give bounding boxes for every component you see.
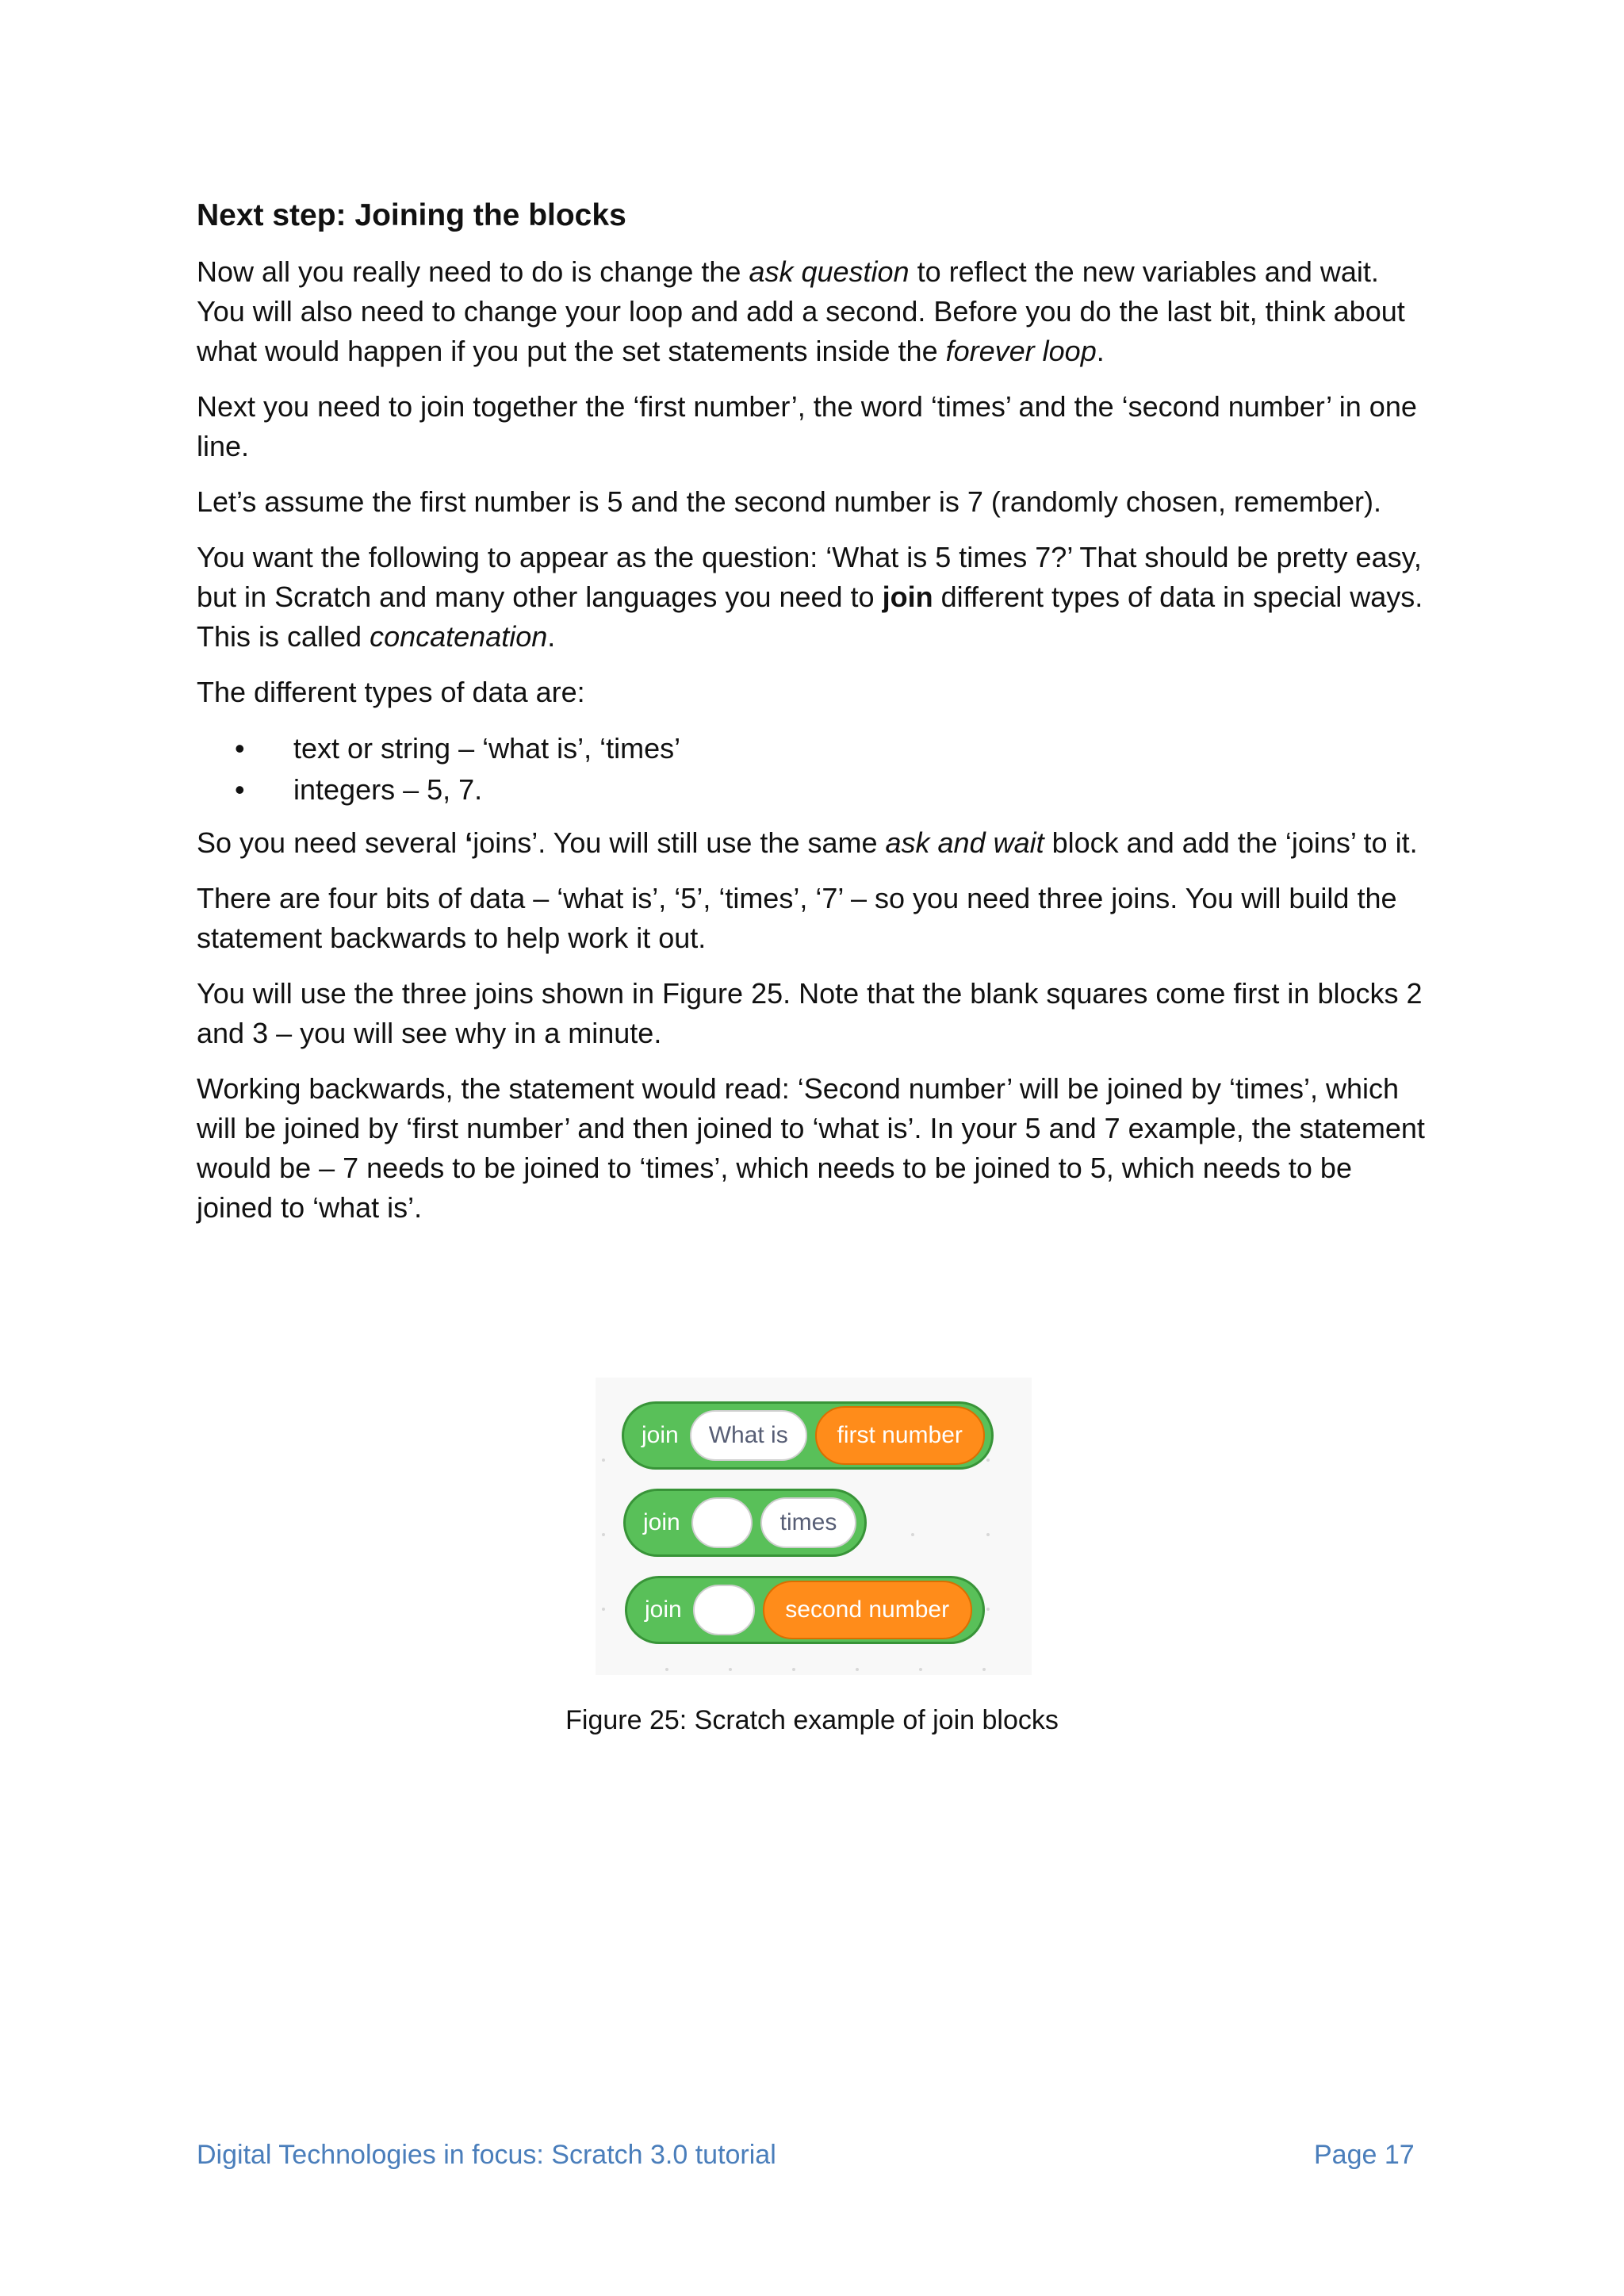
join-label: join xyxy=(642,1422,679,1448)
p1-text-e: . xyxy=(1096,335,1105,367)
paragraph-1 xyxy=(197,252,1434,371)
p6-text-e: block and add the ‘joins’ to it. xyxy=(1044,826,1418,859)
join-block-2[interactable] xyxy=(623,1489,867,1557)
page-number: Page 17 xyxy=(1314,2140,1415,2170)
p1-text-c: to reflect the new variables and wait. You will also need to change your loop and add a second. Before you do the last bit, think about what would happen if you put the set statements inside the xyxy=(197,255,1405,367)
empty-slot[interactable] xyxy=(691,1497,753,1548)
paragraph-6 xyxy=(197,823,1434,863)
p4-text-c: different types of data in special ways. This is called xyxy=(197,581,1423,653)
p4-bold-join: join xyxy=(882,581,933,613)
body-text xyxy=(197,252,1434,1244)
empty-slot[interactable] xyxy=(693,1585,755,1635)
first-number-variable[interactable]: first number xyxy=(815,1406,985,1465)
data-types-list xyxy=(197,728,1434,811)
paragraph-4 xyxy=(197,538,1434,657)
p1-italic-ask-question: ask question xyxy=(749,255,910,288)
p1-text-a: Now all you really need to do is change the xyxy=(197,255,749,288)
list-item-text: integers – 5, 7. xyxy=(293,773,483,806)
p4-italic-concatenation: concatenation xyxy=(370,620,548,653)
figure-caption: Figure 25: Scratch example of join blocks xyxy=(565,1705,1059,1735)
paragraph-3: Let’s assume the first number is 5 and the second number is 7 (randomly chosen, remember). xyxy=(197,485,1382,518)
p6-text-a: So you need several xyxy=(197,826,465,859)
p6-italic-ask-and-wait: ask and wait xyxy=(885,826,1044,859)
p1-italic-forever-loop: forever loop xyxy=(945,335,1097,367)
join-label: join xyxy=(643,1509,680,1535)
text-slot-times[interactable]: times xyxy=(760,1497,856,1548)
list-item xyxy=(197,728,1434,769)
section-heading: Next step: Joining the blocks xyxy=(197,198,626,232)
text-slot-what-is[interactable]: What is xyxy=(690,1410,807,1461)
paragraph-5: The different types of data are: xyxy=(197,676,585,708)
join-block-3[interactable] xyxy=(625,1576,985,1644)
paragraph-2: Next you need to join together the ‘first number’, the word ‘times’ and the ‘second number’ in one line. xyxy=(197,390,1417,462)
list-item-text: text or string – ‘what is’, ‘times’ xyxy=(293,732,681,765)
paragraph-7: There are four bits of data – ‘what is’, ‘5’, ‘times’, ‘7’ – so you need three joins. You will build the statement backwards to help work it out. xyxy=(197,882,1397,954)
bullet-icon: • xyxy=(235,732,245,765)
second-number-variable[interactable]: second number xyxy=(763,1581,972,1639)
paragraph-8: You will use the three joins shown in Figure 25. Note that the blank squares come first in blocks 2 and 3 – you will see why in a minute. xyxy=(197,977,1423,1049)
scratch-join-blocks-figure xyxy=(596,1378,1032,1675)
p4-text-e: . xyxy=(547,620,556,653)
p4-text-a: You want the following to appear as the question: ‘What is 5 times 7?’ That should be pretty easy, but in Scratch and many other languages you need to xyxy=(197,541,1422,613)
p6-text-c: joins’. You will still use the same xyxy=(473,826,886,859)
join-label: join xyxy=(645,1596,682,1623)
footer-title: Digital Technologies in focus: Scratch 3.0 tutorial xyxy=(197,2140,776,2170)
list-item xyxy=(197,769,1434,811)
join-block-1[interactable] xyxy=(622,1401,994,1470)
p6-bold-quote: ‘ xyxy=(465,826,473,859)
bullet-icon: • xyxy=(235,773,245,806)
paragraph-9: Working backwards, the statement would read: ‘Second number’ will be joined by ‘times’, which will be joined by ‘first number’ and then joined to ‘what is’. In your 5 and 7 example, the statement would be – 7 needs to be joined to ‘times’, which needs to be joined to 5, which needs to be joined to ‘what is’. xyxy=(197,1072,1425,1224)
